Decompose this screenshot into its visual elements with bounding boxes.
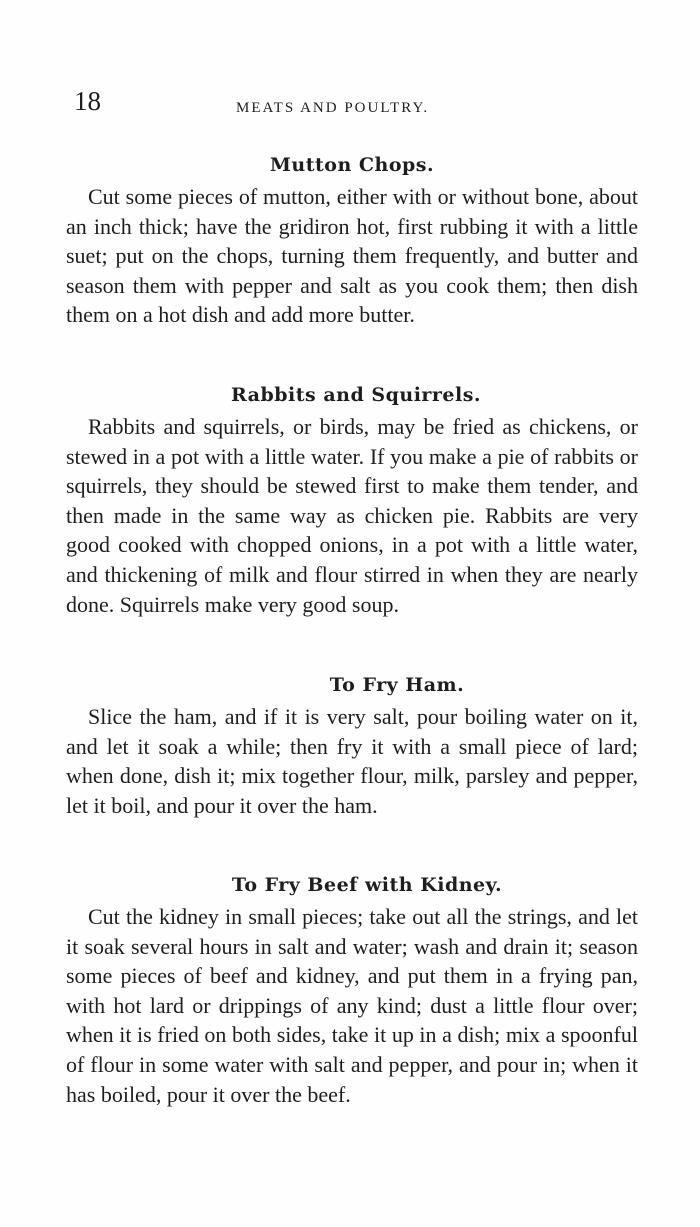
recipe-text: Cut the kidney in small pieces; take out all the strings, and let it soak several hours in salt and water; wash and drain it; season some pieces of beef and kidney, and put them in a frying pan, with hot lard or drippings of any kind; dust a little flour over; when it is fried on both sides, take it up in a dish; mix a spoonful of flour in some water with salt and pepper, and pour in; when it has boiled, pour it over the beef. (66, 904, 638, 1107)
running-head (66, 86, 638, 120)
recipe-to-fry-ham (66, 670, 638, 820)
recipe-text: Rabbits and squirrels, or birds, may be fried as chickens, or stewed in a pot with a little water. If you make a pie of rabbits or squirrels, they should be stewed first to make them tender, and then made in the same way as chicken pie. Rabbits are very good cooked with chopped onions, in a pot with a little water, and thickening of milk and flour stirred in when they are nearly done. Squirrels make very good soup. (66, 414, 638, 617)
recipe-to-fry-beef-with-kidney (66, 870, 638, 1109)
page-number: 18 (74, 86, 101, 116)
recipe-title: To Fry Ham. (329, 674, 465, 696)
recipe-title: Rabbits and Squirrels. (230, 384, 482, 406)
recipe-text: Cut some pieces of mutton, either with or without bone, about an inch thick; have the gridiron hot, first rubbing it with a little suet; put on the chops, turning them frequently, and butter and season them with pepper and salt as you cook them; then dish them on a hot dish and add more butter. (66, 184, 638, 328)
recipe-title: Mutton Chops. (269, 154, 435, 176)
recipe-text: Slice the ham, and if it is very salt, pour boiling water on it, and let it soak a while; then fry it with a small piece of lard; when done, dish it; mix together flour, milk, parsley and pepper, let it boil, and pour it over the ham. (66, 704, 638, 818)
running-title: MEATS AND POULTRY. (236, 100, 430, 116)
recipe-mutton-chops (66, 150, 638, 330)
recipe-rabbits-and-squirrels (66, 380, 638, 619)
recipe-title: To Fry Beef with Kidney. (231, 874, 503, 896)
